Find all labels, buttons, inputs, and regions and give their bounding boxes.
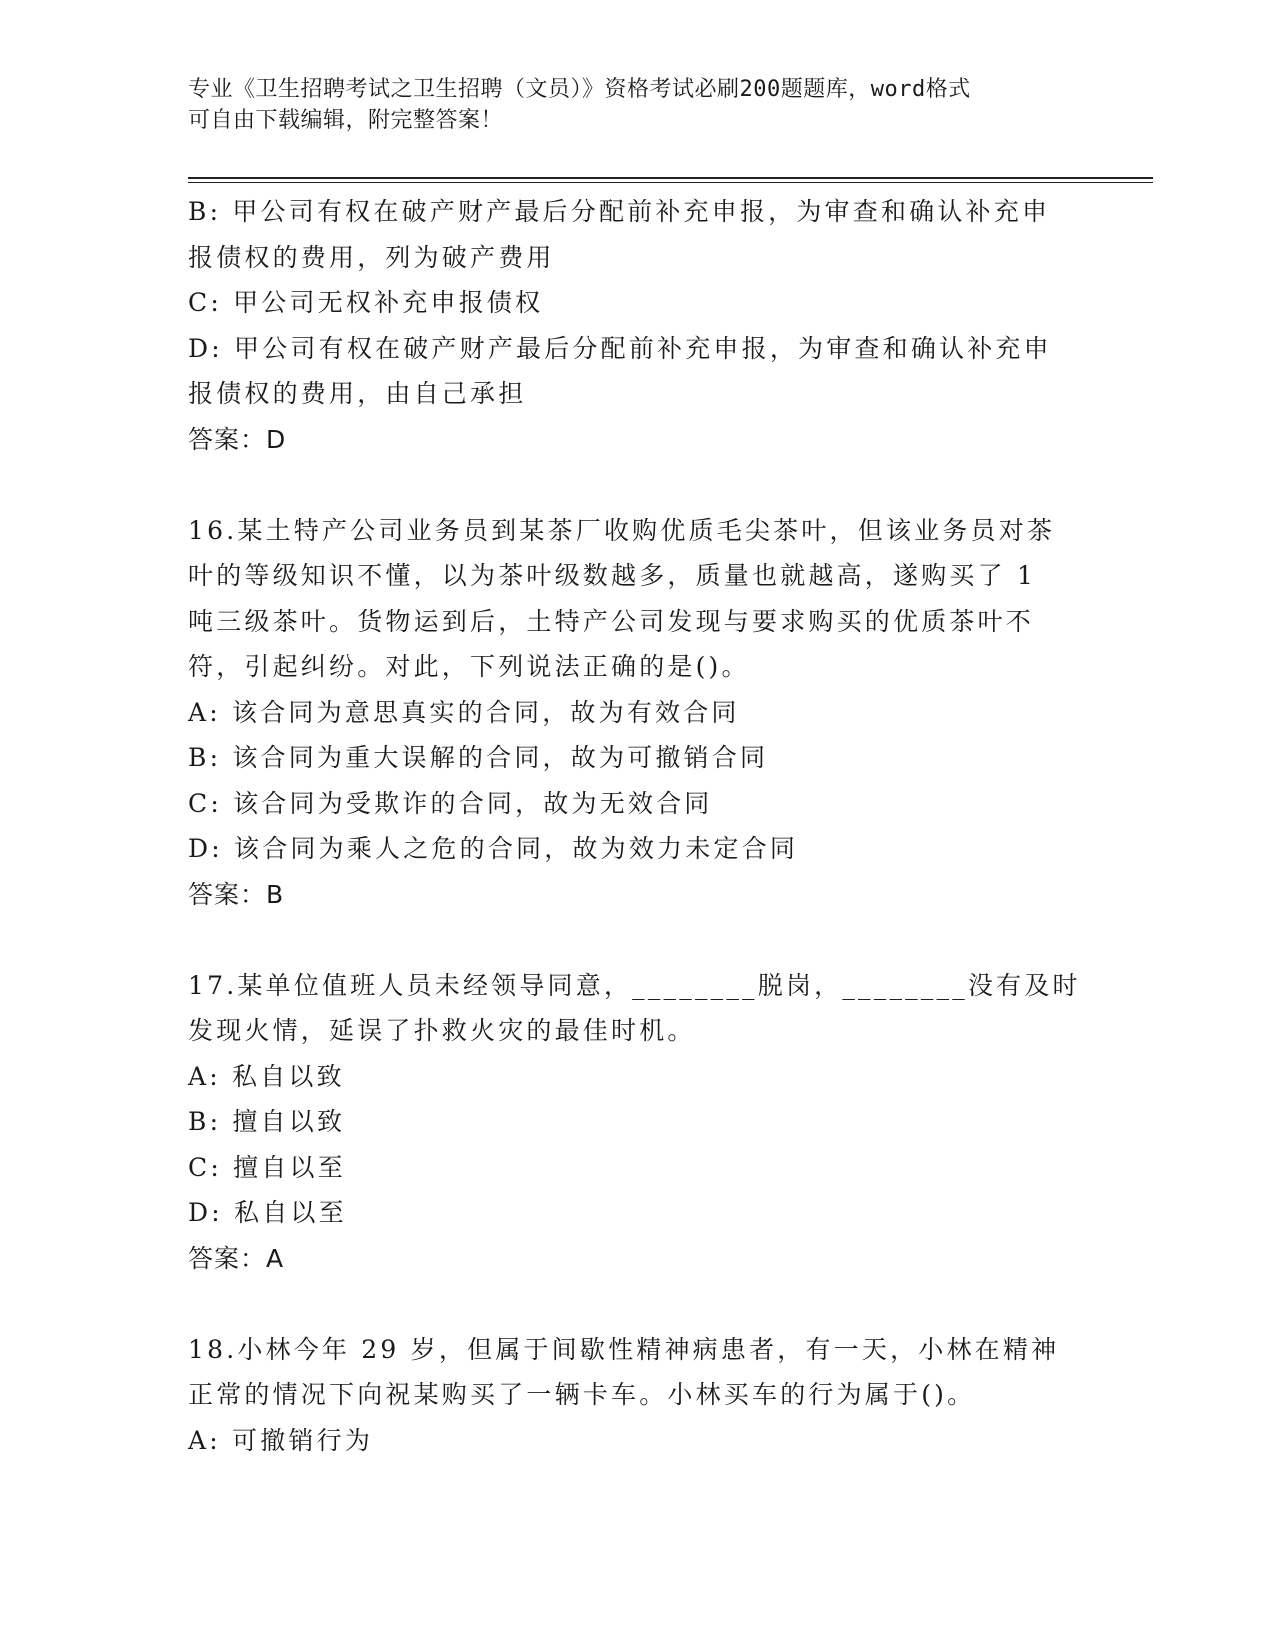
question-16 bbox=[188, 508, 1078, 918]
question-17 bbox=[188, 963, 1081, 1282]
q16-stem-line-4: 符，引起纠纷。对此，下列说法正确的是()。 bbox=[188, 652, 750, 681]
q17-option-b: B: 擅自以致 bbox=[188, 1107, 346, 1136]
spacer bbox=[188, 917, 1078, 963]
q15-option-d-line-2: 报债权的费用，由自己承担 bbox=[188, 379, 527, 408]
q16-option-c: C: 该合同为受欺诈的合同，故为无效合同 bbox=[188, 788, 713, 818]
q15-answer: 答案：D bbox=[188, 424, 287, 454]
header-divider-thin bbox=[188, 182, 1153, 183]
q15-option-d-line-1: D: 甲公司有权在破产财产最后分配前补充申报，为审查和确认补充申 bbox=[188, 333, 1052, 363]
q16-stem-line-3: 吨三级茶叶。货物运到后，土特产公司发现与要求购买的优质茶叶不 bbox=[188, 606, 1035, 636]
q18-stem-line-2: 正常的情况下向祝某购买了一辆卡车。小林买车的行为属于()。 bbox=[188, 1380, 976, 1409]
q17-answer: 答案：A bbox=[188, 1243, 285, 1273]
document-body bbox=[188, 189, 1081, 1463]
document-header bbox=[188, 74, 1068, 136]
question-15 bbox=[188, 189, 1078, 462]
q17-stem-line-1: 17.某单位值班人员未经领导同意，________脱岗，________没有及时 bbox=[188, 970, 1081, 1000]
q17-option-d: D: 私自以至 bbox=[188, 1198, 347, 1227]
q16-stem-line-1: 16.某土特产公司业务员到某茶厂收购优质毛尖茶叶，但该业务员对茶 bbox=[188, 515, 1056, 545]
q17-option-c: C: 擅自以至 bbox=[188, 1152, 346, 1182]
q16-stem-line-2: 叶的等级知识不懂，以为茶叶级数越多，质量也就越高，遂购买了 1 bbox=[188, 561, 1037, 590]
header-line-1: 专业《卫生招聘考试之卫生招聘（文员）》资格考试必刷200题题库，word格式 bbox=[188, 77, 971, 102]
q16-option-a: A: 该合同为意思真实的合同，故为有效合同 bbox=[188, 697, 740, 727]
spacer bbox=[188, 1281, 1078, 1327]
q18-option-a: A: 可撤销行为 bbox=[188, 1425, 374, 1455]
q15-option-b-line-1: B: 甲公司有权在破产财产最后分配前补充申报，为审查和确认补充申 bbox=[188, 197, 1051, 226]
q15-option-b-line-2: 报债权的费用，列为破产费用 bbox=[188, 242, 555, 272]
q17-stem-line-2: 发现火情，延误了扑救火灾的最佳时机。 bbox=[188, 1016, 696, 1045]
header-line-2: 可自由下载编辑，附完整答案！ bbox=[188, 108, 504, 133]
q16-answer: 答案：B bbox=[188, 879, 285, 909]
header-divider-thick bbox=[188, 177, 1153, 179]
q18-stem-line-1: 18.小林今年 29 岁，但属于间歇性精神病患者，有一天，小林在精神 bbox=[188, 1334, 1060, 1364]
q15-option-c: C: 甲公司无权补充申报债权 bbox=[188, 288, 544, 317]
q16-option-b: B: 该合同为重大误解的合同，故为可撤销合同 bbox=[188, 743, 769, 772]
spacer bbox=[188, 462, 1078, 508]
question-18 bbox=[188, 1327, 1078, 1464]
q17-option-a: A: 私自以致 bbox=[188, 1061, 345, 1091]
q16-option-d: D: 该合同为乘人之危的合同，故为效力未定合同 bbox=[188, 834, 799, 863]
